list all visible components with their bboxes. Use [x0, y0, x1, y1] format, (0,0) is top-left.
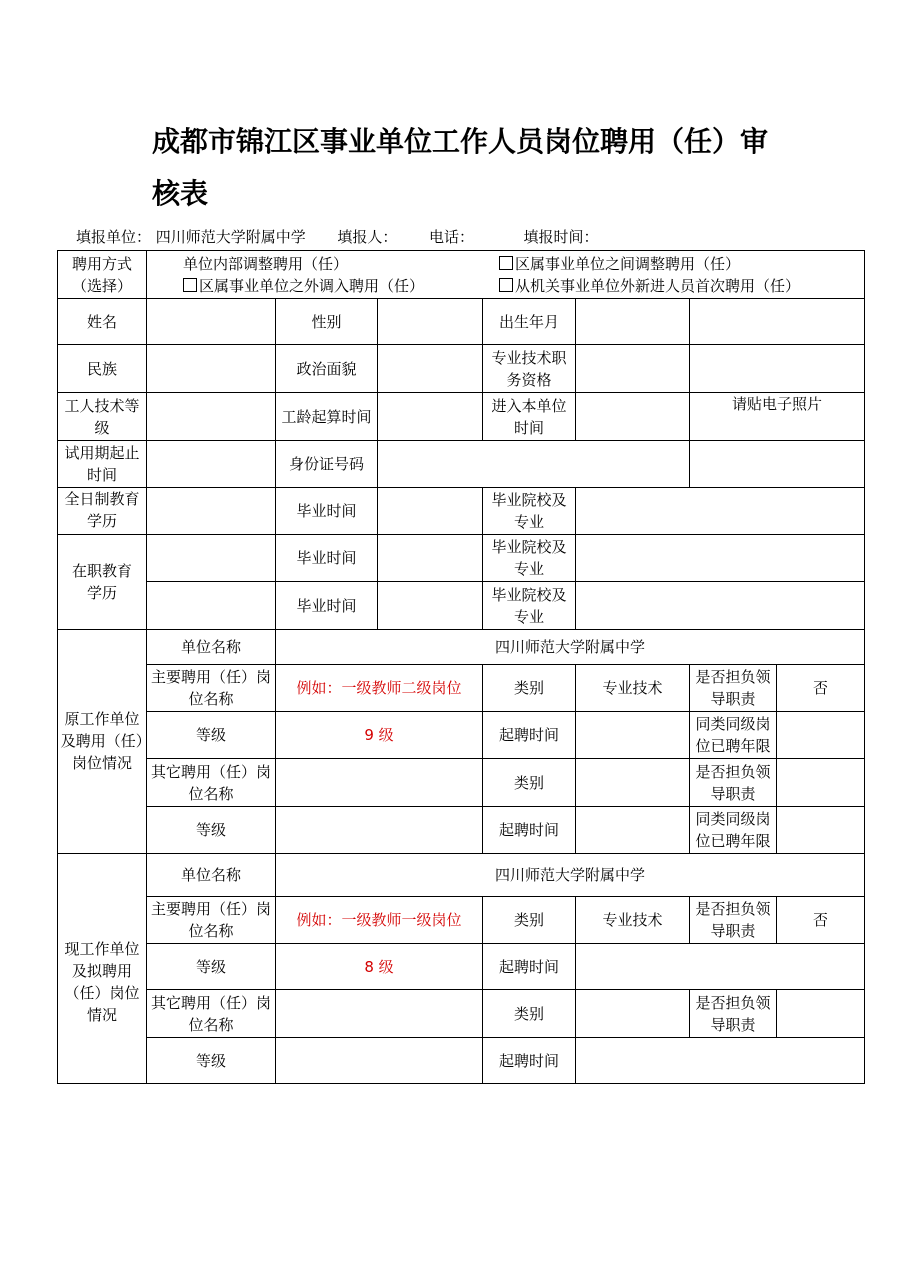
curr-other-start-label: 起聘时间 — [483, 1038, 576, 1084]
method-opt-internal[interactable]: 单位内部调整聘用（任） — [183, 254, 349, 273]
grad-time-label-3: 毕业时间 — [276, 582, 378, 630]
worker-level-label: 工人技术等级 — [58, 393, 147, 441]
birth-field[interactable] — [576, 299, 690, 345]
orig-lead-label: 是否担负领导职责 — [690, 665, 777, 712]
orig-start-label: 起聘时间 — [483, 712, 576, 759]
orig-other-lead-label: 是否担负领导职责 — [690, 759, 777, 807]
qualification-field[interactable] — [576, 345, 690, 393]
grad-time-label-1: 毕业时间 — [276, 488, 378, 535]
inservice-edu-label-2: 学历 — [58, 582, 147, 630]
orig-other-post-label: 其它聘用（任）岗位名称 — [147, 759, 276, 807]
orig-other-post-value[interactable] — [276, 759, 483, 807]
curr-start-value[interactable] — [576, 944, 865, 990]
curr-other-category-label: 类别 — [483, 990, 576, 1038]
inservice-edu-field[interactable] — [147, 535, 276, 582]
curr-other-lead-value[interactable] — [777, 990, 865, 1038]
orig-other-category-value[interactable] — [576, 759, 690, 807]
orig-level-label: 等级 — [147, 712, 276, 759]
birth-label: 出生年月 — [483, 299, 576, 345]
grad-school-field-2[interactable] — [576, 535, 865, 582]
qualification-label: 专业技术职务资格 — [483, 345, 576, 393]
method-options — [147, 251, 865, 299]
photo-area-bottom — [690, 441, 865, 488]
orig-main-post-label: 主要聘用（任）岗位名称 — [147, 665, 276, 712]
photo-placeholder[interactable]: 请贴电子照片 — [690, 393, 865, 441]
orig-lead-value[interactable]: 否 — [777, 665, 865, 712]
join-unit-field[interactable] — [576, 393, 690, 441]
work-start-label: 工龄起算时间 — [276, 393, 378, 441]
orig-category-value[interactable]: 专业技术 — [576, 665, 690, 712]
curr-start-label: 起聘时间 — [483, 944, 576, 990]
gender-label: 性别 — [276, 299, 378, 345]
curr-other-post-value[interactable] — [276, 990, 483, 1038]
orig-same-years-label: 同类同级岗位已聘年限 — [690, 712, 777, 759]
photo-area-top — [690, 299, 865, 345]
curr-other-lead-label: 是否担负领导职责 — [690, 990, 777, 1038]
inservice-edu-label-1: 在职教育 — [58, 535, 147, 582]
grad-school-field-1[interactable] — [576, 488, 865, 535]
curr-category-label: 类别 — [483, 897, 576, 944]
curr-unit-value[interactable]: 四川师范大学附属中学 — [276, 854, 865, 897]
ethnicity-label: 民族 — [58, 345, 147, 393]
checkbox-icon[interactable] — [183, 278, 197, 292]
curr-main-post-value[interactable]: 例如：一级教师一级岗位 — [276, 897, 483, 944]
method-label: 聘用方式（选择） — [58, 251, 147, 299]
curr-level-value[interactable]: 8 级 — [276, 944, 483, 990]
grad-school-label-1: 毕业院校及专业 — [483, 488, 576, 535]
curr-lead-label: 是否担负领导职责 — [690, 897, 777, 944]
curr-unit-label: 单位名称 — [147, 854, 276, 897]
orig-other-level-label: 等级 — [147, 807, 276, 854]
grad-time-field-2[interactable] — [378, 535, 483, 582]
political-field[interactable] — [378, 345, 483, 393]
reporter-label: 填报人： — [337, 228, 398, 246]
id-card-label: 身份证号码 — [276, 441, 378, 488]
method-opt-new[interactable]: 从机关事业单位外新进人员首次聘用（任） — [499, 275, 800, 297]
curr-other-category-value[interactable] — [576, 990, 690, 1038]
curr-main-post-label: 主要聘用（任）岗位名称 — [147, 897, 276, 944]
orig-same-years-value[interactable] — [777, 712, 865, 759]
inservice-edu-field-2[interactable] — [147, 582, 276, 630]
join-unit-label: 进入本单位时间 — [483, 393, 576, 441]
phone-label: 电话： — [428, 228, 474, 246]
fulltime-edu-field[interactable] — [147, 488, 276, 535]
work-start-field[interactable] — [378, 393, 483, 441]
orig-start-value[interactable] — [576, 712, 690, 759]
orig-other-lead-value[interactable] — [777, 759, 865, 807]
checkbox-icon[interactable] — [499, 278, 513, 292]
probation-label: 试用期起止时间 — [58, 441, 147, 488]
page-title: 成都市锦江区事业单位工作人员岗位聘用（任）审核表 — [152, 125, 769, 210]
probation-field[interactable] — [147, 441, 276, 488]
curr-lead-value[interactable]: 否 — [777, 897, 865, 944]
orig-other-category-label: 类别 — [483, 759, 576, 807]
unit-label: 填报单位： — [76, 228, 152, 246]
method-opt-external[interactable]: 区属事业单位之外调入聘用（任） — [183, 275, 499, 297]
audit-form-table — [57, 250, 865, 1084]
worker-level-field[interactable] — [147, 393, 276, 441]
orig-section-label: 原工作单位及聘用（任）岗位情况 — [58, 665, 147, 807]
orig-other-same-years-label: 同类同级岗位已聘年限 — [690, 807, 777, 854]
curr-section-label: 现工作单位及拟聘用（任）岗位情况 — [58, 897, 147, 1038]
unit-value[interactable]: 四川师范大学附属中学 — [155, 228, 306, 246]
checkbox-icon[interactable] — [499, 256, 513, 270]
curr-other-level-label: 等级 — [147, 1038, 276, 1084]
orig-other-start-value[interactable] — [576, 807, 690, 854]
orig-category-label: 类别 — [483, 665, 576, 712]
orig-other-start-label: 起聘时间 — [483, 807, 576, 854]
orig-level-value[interactable]: 9 级 — [276, 712, 483, 759]
orig-unit-value[interactable]: 四川师范大学附属中学 — [276, 630, 865, 665]
fulltime-edu-label: 全日制教育学历 — [58, 488, 147, 535]
grad-time-field-3[interactable] — [378, 582, 483, 630]
orig-other-same-years-value[interactable] — [777, 807, 865, 854]
name-field[interactable] — [147, 299, 276, 345]
grad-time-label-2: 毕业时间 — [276, 535, 378, 582]
curr-level-label: 等级 — [147, 944, 276, 990]
ethnicity-field[interactable] — [147, 345, 276, 393]
grad-school-label-3: 毕业院校及专业 — [483, 582, 576, 630]
id-card-field[interactable] — [378, 441, 690, 488]
curr-other-start-value[interactable] — [576, 1038, 865, 1084]
date-label: 填报时间： — [523, 228, 599, 246]
grad-school-field-3[interactable] — [576, 582, 865, 630]
curr-other-post-label: 其它聘用（任）岗位名称 — [147, 990, 276, 1038]
curr-category-value[interactable]: 专业技术 — [576, 897, 690, 944]
grad-school-label-2: 毕业院校及专业 — [483, 535, 576, 582]
gender-field[interactable] — [378, 299, 483, 345]
orig-unit-label: 单位名称 — [147, 630, 276, 665]
political-label: 政治面貌 — [276, 345, 378, 393]
name-label: 姓名 — [58, 299, 147, 345]
method-opt-between[interactable]: 区属事业单位之间调整聘用（任） — [499, 253, 800, 275]
curr-other-level-value[interactable] — [276, 1038, 483, 1084]
orig-other-level-value[interactable] — [276, 807, 483, 854]
grad-time-field-1[interactable] — [378, 488, 483, 535]
orig-main-post-value[interactable]: 例如：一级教师二级岗位 — [276, 665, 483, 712]
photo-area-mid — [690, 345, 865, 393]
form-header — [76, 226, 599, 247]
